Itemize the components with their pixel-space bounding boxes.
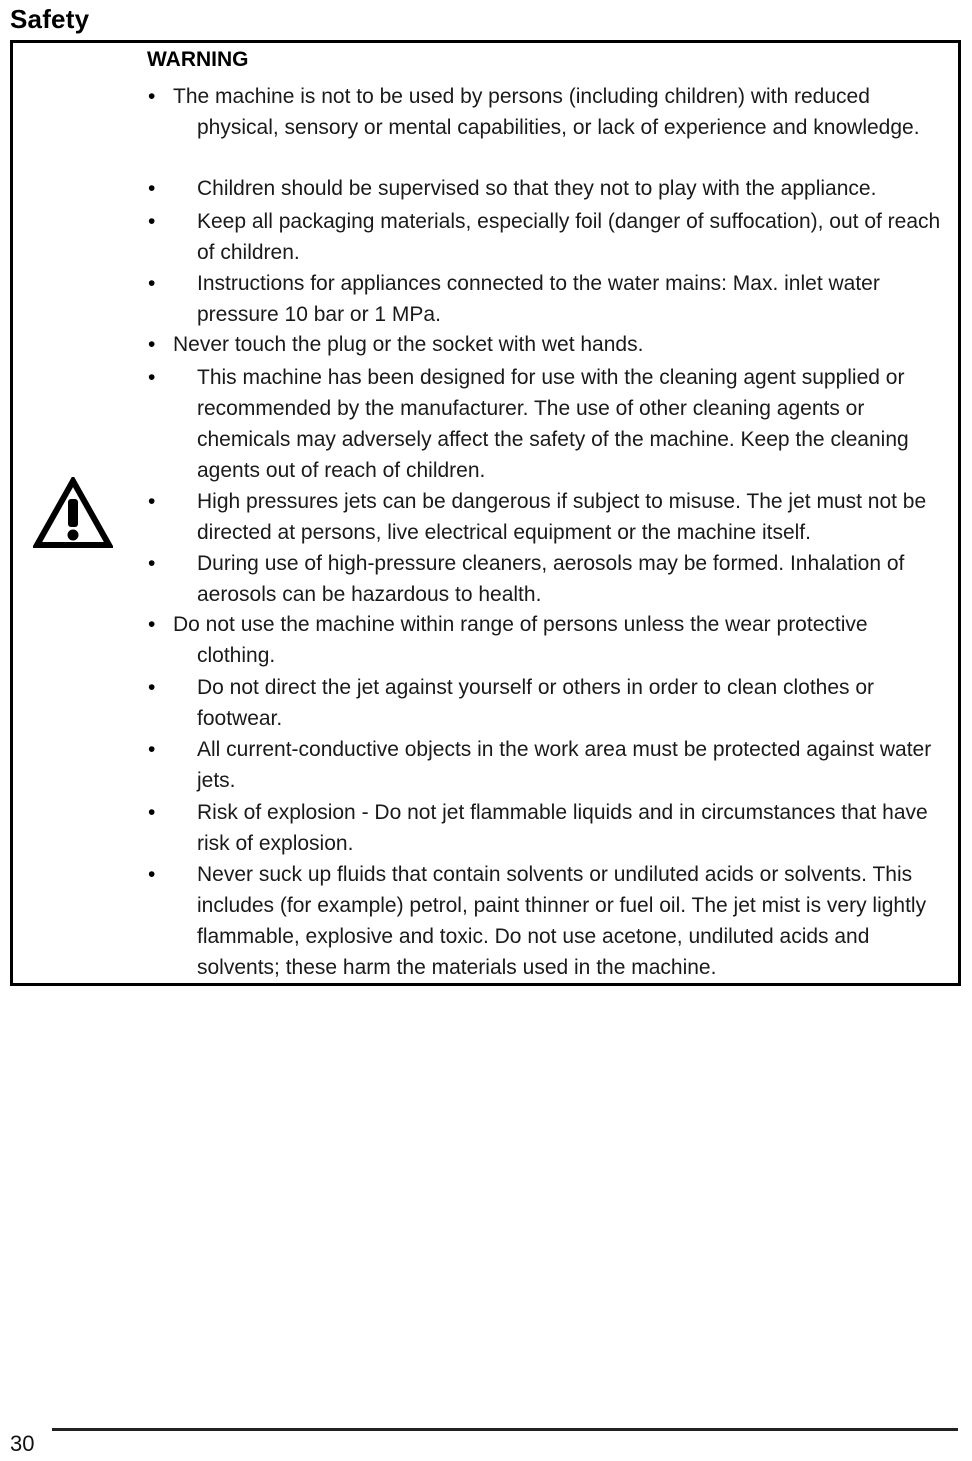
warning-item-text: Instructions for appliances connected to the water mains: Max. inlet water pressure 10 bar or 1 MPa. [197,272,880,326]
bullet: • [148,333,156,356]
footer-rule [52,1428,958,1431]
warning-item-text: Keep all packaging materials, especially foil (danger of suffocation), out of reach of children. [197,210,941,264]
warning-item-text: All current-conductive objects in the work area must be protected against water jets. [197,738,932,792]
bullet: • [148,366,156,389]
bullet: • [148,552,156,575]
warning-item-text: Do not direct the jet against yourself or others in order to clean clothes or footwear. [197,676,875,730]
warning-item-text: During use of high-pressure cleaners, aerosols may be formed. Inhalation of aerosols can be hazardous to health. [197,552,905,606]
bullet: • [148,490,156,513]
bullet: • [148,272,156,295]
warning-item-text: High pressures jets can be dangerous if subject to misuse. The jet must not be directed at persons, live electrical equipment or the machine itself. [197,490,927,544]
bullet: • [148,613,156,636]
bullet: • [148,85,156,108]
bullet: • [148,801,156,824]
warning-triangle-icon [33,477,113,549]
page-number: 30 [10,1431,35,1456]
warning-item-text: Never touch the plug or the socket with wet hands. [173,333,644,356]
warning-item-text: Risk of explosion - Do not jet flammable liquids and in circumstances that have risk of explosion. [197,801,928,855]
warning-box [10,40,961,986]
warning-heading: WARNING [147,48,249,71]
bullet: • [148,210,156,233]
bullet: • [148,676,156,699]
warning-item-text: Do not use the machine within range of persons unless the wear protective clothing. [173,613,868,667]
warning-item-text: Never suck up fluids that contain solvents or undiluted acids or solvents. This includes (for example) petrol, paint thinner or fuel oil. The jet mist is very lightly flammable, explosive and toxic. Do not use acetone, undiluted acids and solvents; these harm the materials used in the machine. [197,863,927,979]
bullet: • [148,863,156,886]
bullet: • [148,738,156,761]
section-title: Safety [10,4,90,34]
warning-item-text: Children should be supervised so that they not to play with the appliance. [197,177,877,200]
warning-item-text: The machine is not to be used by persons (including children) with reduced physical, sensory or mental capabilities, or lack of experience and knowledge. [173,85,920,139]
warning-item-text: This machine has been designed for use with the cleaning agent supplied or recommended by the manufacturer. The use of other cleaning agents or chemicals may adversely affect the safety of the machine. Keep the cleaning agents out of reach of children. [197,366,909,482]
bullet: • [148,177,156,200]
